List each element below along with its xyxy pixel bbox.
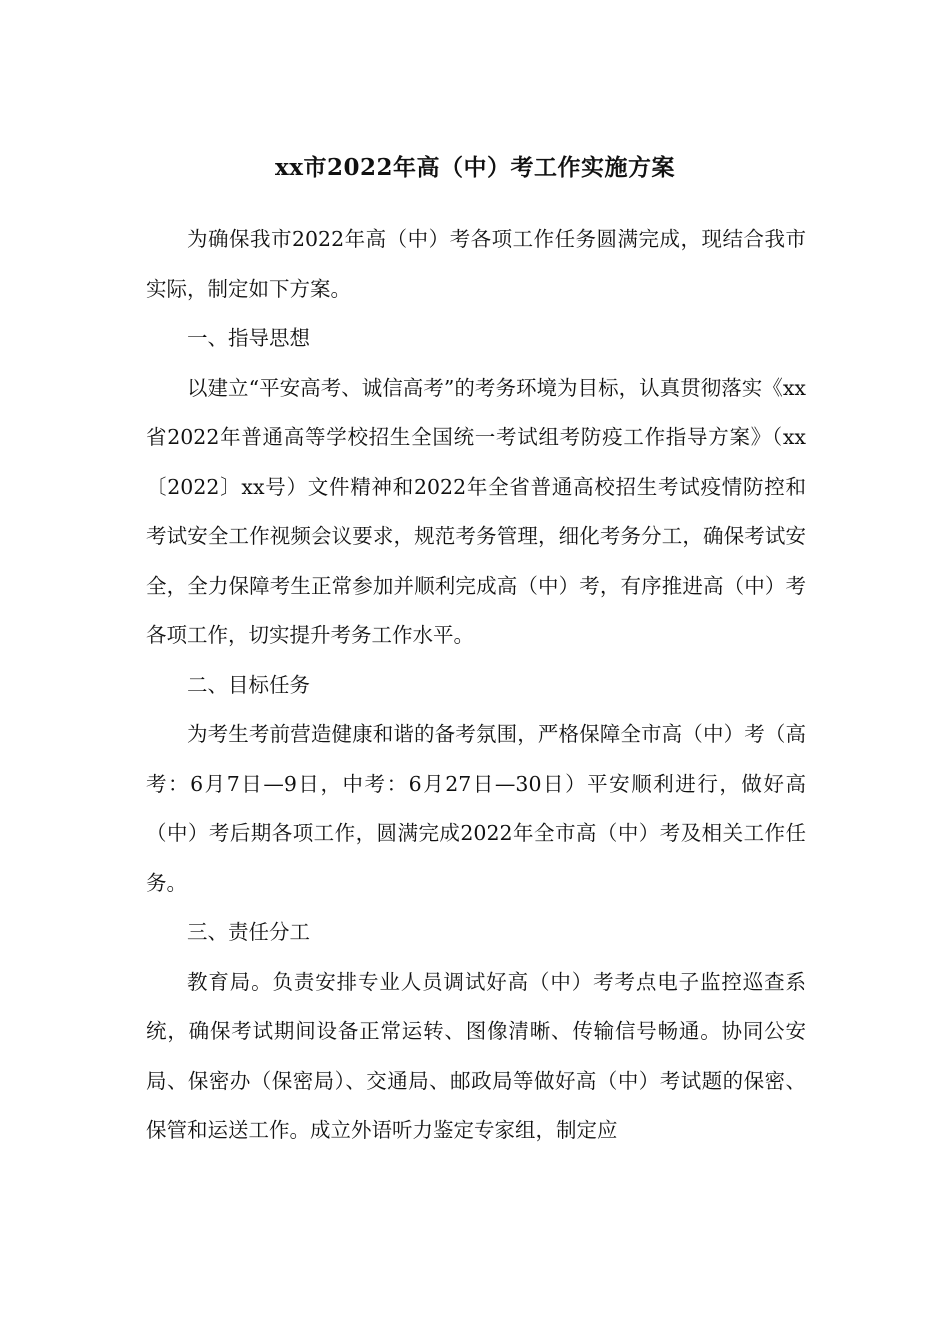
guiding-thought-paragraph: 以建立“平安高考、诚信高考”的考务环境为目标，认真贯彻落实《xx省2022年普通高等学校招生全国统一考试组考防疫工作指导方案》（xx〔2022〕xx号）文件精神和2022年全省普通高校招生考试疫情防控和考试安全工作视频会议要求，规范考务管理，细化考务分工，确保考试安全，全力保障考生正常参加并顺利完成高（中）考，有序推进高（中）考各项工作，切实提升考务工作水平。: [146, 375, 806, 647]
document-title: xx市2022年高（中）考工作实施方案: [275, 154, 675, 181]
goals-paragraph: 为考生考前营造健康和谐的备考氛围，严格保障全市高（中）考（高考：6月7日—9日，中考：6月27日—30日）平安顺利进行，做好高（中）考后期各项工作，圆满完成2022年全市高（中）考及相关工作任务。: [146, 722, 806, 895]
intro-paragraph: 为确保我市2022年高（中）考各项工作任务圆满完成，现结合我市实际，制定如下方案。: [146, 227, 806, 301]
responsibilities-paragraph: 教育局。负责安排专业人员调试好高（中）考考点电子监控巡查系统，确保考试期间设备正常运转、图像清晰、传输信号畅通。协同公安局、保密办（保密局）、交通局、邮政局等做好高（中）考试题的保密、保管和运送工作。成立外语听力鉴定专家组，制定应: [146, 969, 806, 1142]
document-body: [146, 215, 806, 1156]
section-heading-goals: 二、目标任务: [187, 672, 310, 697]
section-heading-guiding-thought: 一、指导思想: [187, 326, 310, 350]
section-heading-responsibilities: 三、责任分工: [187, 920, 310, 944]
